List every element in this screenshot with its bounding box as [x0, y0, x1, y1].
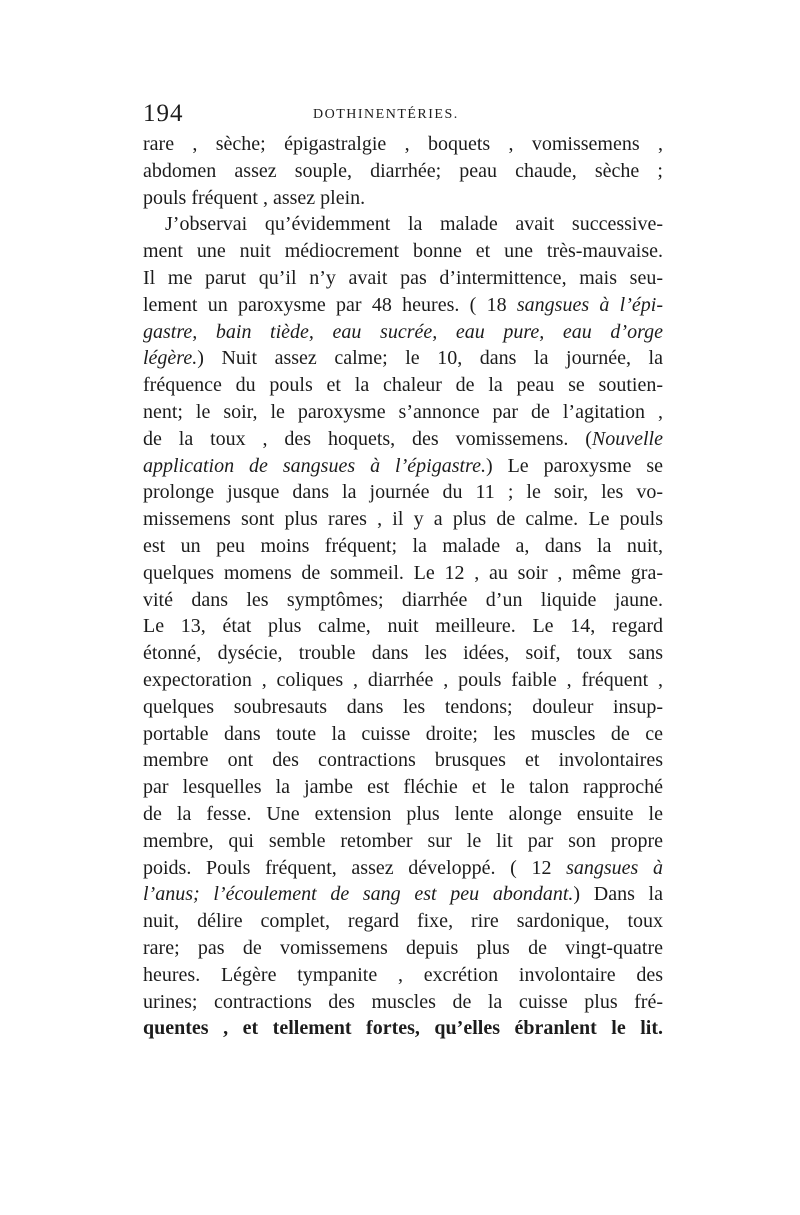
text-line: quelques momens de sommeil. Le 12 , au soir , même gra- [143, 561, 663, 584]
text-line: rare; pas de vomissemens depuis plus de vingt-quatre [143, 936, 663, 959]
text-line: nuit, délire complet, regard fixe, rire sardonique, toux [143, 910, 663, 933]
text-line: Le 13, état plus calme, nuit meilleure. Le 14, regard [143, 615, 663, 638]
text-line: pouls fréquent , assez plein. [143, 186, 366, 209]
text-line: quentes , et tellement fortes, qu’elles ébranlent le lit. [143, 1017, 663, 1040]
text-line: étonné, dysécie, trouble dans les idées, soif, toux sans [143, 642, 663, 665]
body-text [143, 131, 663, 1042]
text-line: l’anus; l’écoulement de sang est peu abondant.) Dans la [143, 883, 663, 906]
text-line: missemens sont plus rares , il y a plus de calme. Le pouls [143, 508, 663, 531]
text-line: vité dans les symptômes; diarrhée d’un liquide jaune. [143, 588, 663, 611]
text-line: portable dans toute la cuisse droite; les muscles de ce [143, 722, 663, 745]
text-line: légère.) Nuit assez calme; le 10, dans la journée, la [143, 347, 663, 370]
text-line: poids. Pouls fréquent, assez développé. ( 12 sangsues à [143, 856, 663, 879]
paragraph-start-line: J’observai qu’évidemment la malade avait successive- [165, 213, 663, 236]
text-line: fréquence du pouls et la chaleur de la peau se soutien- [143, 374, 663, 397]
text-line: membre ont des contractions brusques et involontaires [143, 749, 663, 772]
text-line: nent; le soir, le paroxysme s’annonce par de l’agitation , [143, 400, 663, 423]
text-line: est un peu moins fréquent; la malade a, dans la nuit, [143, 534, 663, 557]
text-line: heures. Légère tympanite , excrétion involontaire des [143, 963, 663, 986]
text-line: ment une nuit médiocrement bonne et une très-mauvaise. [143, 240, 663, 263]
text-line: quelques soubresauts dans les tendons; douleur insup- [143, 695, 663, 718]
text-line: Il me parut qu’il n’y avait pas d’intermittence, mais seu- [143, 266, 663, 289]
text-line: de la toux , des hoquets, des vomissemens. (Nouvelle [143, 427, 663, 450]
text-line: abdomen assez souple, diarrhée; peau chaude, sèche ; [143, 159, 663, 182]
page-number: 194 [143, 100, 184, 127]
text-line: lement un paroxysme par 48 heures. ( 18 sangsues à l’épi- [143, 293, 663, 316]
page-header [143, 100, 663, 130]
text-line: expectoration , coliques , diarrhée , pouls faible , fréquent , [143, 668, 663, 691]
text-line: prolonge jusque dans la journée du 11 ; le soir, les vo- [143, 481, 663, 504]
text-line: urines; contractions des muscles de la cuisse plus fré- [143, 990, 663, 1013]
text-line: rare , sèche; épigastralgie , boquets , vomissemens , [143, 133, 663, 155]
text-line: membre, qui semble retomber sur le lit par son propre [143, 829, 663, 852]
text-line: application de sangsues à l’épigastre.) Le paroxysme se [143, 454, 663, 477]
text-line: par lesquelles la jambe est fléchie et le talon rapproché [143, 776, 663, 799]
text-line: gastre, bain tiède, eau sucrée, eau pure, eau d’orge [143, 320, 663, 343]
running-title: DOTHINENTÉRIES. [313, 107, 459, 122]
text-line: de la fesse. Une extension plus lente alonge ensuite le [143, 802, 663, 825]
